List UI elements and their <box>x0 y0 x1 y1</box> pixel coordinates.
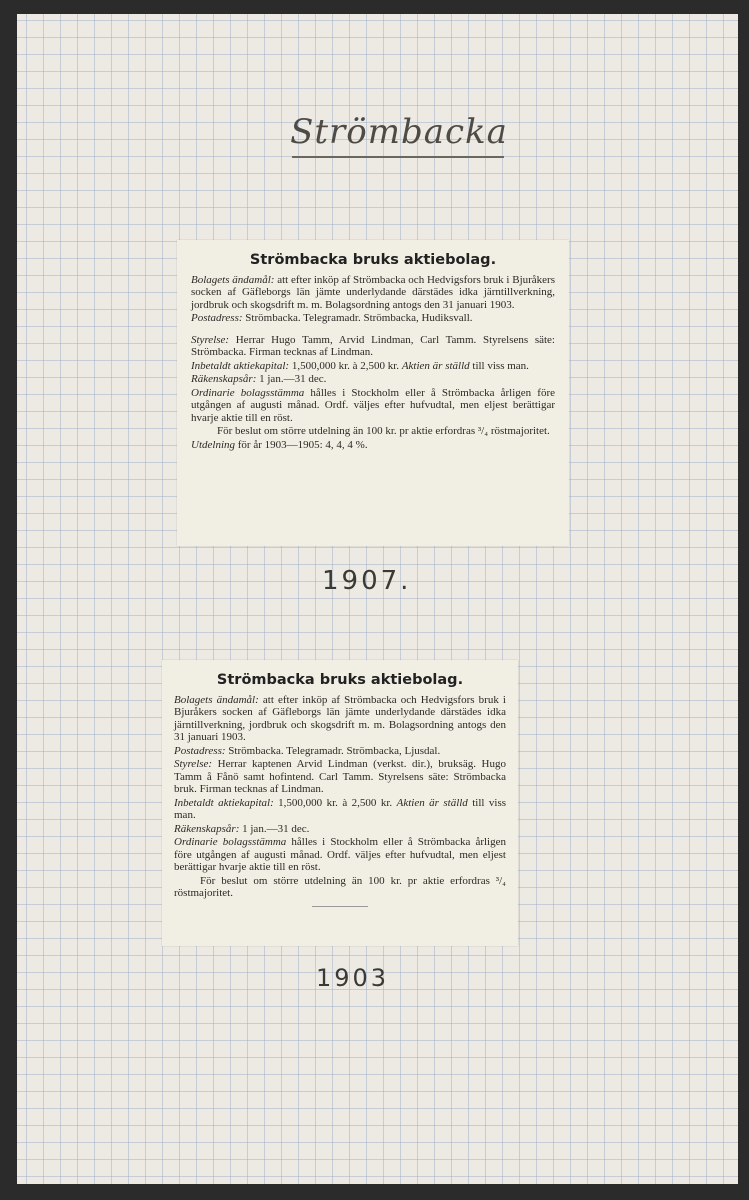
para-majority: För beslut om större utdelning än 100 kr. pr aktie erfordras ³/₄ röstmajoritet. <box>217 425 550 437</box>
para-fiscal-year: Räkenskapsår: 1 jan.—31 dec. <box>174 822 310 835</box>
para-fiscal-year: Räkenskapsår: 1 jan.—31 dec. <box>191 373 327 385</box>
clipping-1903 <box>162 660 518 946</box>
title-underline <box>292 156 504 158</box>
clipping-heading: Strömbacka bruks aktiebolag. <box>216 672 464 688</box>
para-capital: Inbetaldt aktiekapital: 1,500,000 kr. à 2,500 kr. Aktien är ställd till viss man. <box>191 359 529 372</box>
para-dividend: Utdelning för år 1903—1905: 4, 4, 4 %. <box>191 438 368 451</box>
clipping-body <box>191 274 555 452</box>
para-board: Styrelse: Herrar kaptenen Arvid Lindman (verkst. dir.), bruksäg. Hugo Tamm å Fånö samt hofintend. Carl Tamm. Styrelsens säte: Strömbacka bruk. Firman tecknas af Lindman. <box>174 758 506 795</box>
archive-sheet <box>17 14 738 1184</box>
separator-rule <box>312 906 368 907</box>
handwritten-year-1903: 1903 <box>316 964 390 992</box>
para-address: Postadress: Strömbacka. Telegramadr. Strömbacka, Hudiksvall. <box>191 312 473 324</box>
para-meeting: Ordinarie bolagsstämma hålles i Stockholm eller å Strömbacka årligen före utgången af augusti månad. Ordf. väljes efter hufvudtal, men eljest berättigar hvarje aktie till en röst. <box>174 836 506 873</box>
para-meeting: Ordinarie bolagsstämma hålles i Stockholm eller å Strömbacka årligen före utgången af augusti månad. Ordf. väljes efter hufvudtal, men eljest berättigar hvarje aktie till en röst. <box>191 386 556 424</box>
para-purpose: Bolagets ändamål: att efter inköp af Strömbacka och Hedvigsfors bruk i Bjuråkers socken af Gäfleborgs län jämte underlydande därstädes idka järntillverkning, jordbruk och skogsdrift m. m. Bolagsordning antogs den 31 januari 1903. <box>191 273 555 311</box>
para-address: Postadress: Strömbacka. Telegramadr. Strömbacka, Ljusdal. <box>174 744 441 757</box>
para-board: Styrelse: Herrar Hugo Tamm, Arvid Lindman, Carl Tamm. Styrelsens säte: Strömbacka. Firman tecknas af Lindman. <box>191 333 555 358</box>
handwritten-title: Strömbacka <box>290 112 508 152</box>
clipping-body <box>174 694 506 907</box>
para-capital: Inbetaldt aktiekapital: 1,500,000 kr. à 2,500 kr. Aktien är ställd till viss man. <box>174 796 507 821</box>
clipping-1907 <box>177 240 569 546</box>
para-majority: För beslut om större utdelning än 100 kr. pr aktie erfordras ³/₄ röstmajoritet. <box>174 874 506 899</box>
para-purpose: Bolagets ändamål: att efter inköp af Strömbacka och Hedvigsfors bruk i Bjuråkers socken af Gäfleborgs län jämte underlydande därstädes idka järntillverkning, jordbruk och skogsdrift m. m. Bolagsordning antogs den 31 januari 1903. <box>174 693 506 743</box>
handwritten-year-1907: 1907. <box>322 566 412 596</box>
clipping-heading: Strömbacka bruks aktiebolag. <box>249 252 497 268</box>
